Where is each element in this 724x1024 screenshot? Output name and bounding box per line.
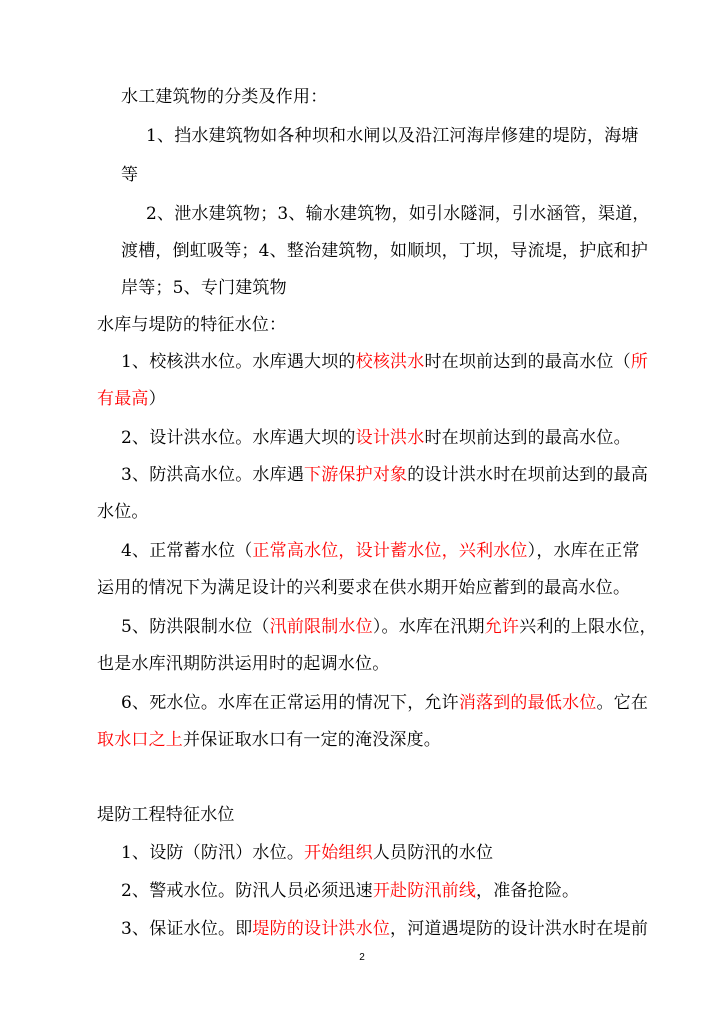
text-run: 人员防汛的水位: [372, 843, 494, 863]
paragraph-line: 等: [121, 165, 139, 185]
list-item-line: [121, 918, 648, 940]
page-number: 2: [359, 952, 365, 963]
list-item-line: [97, 729, 441, 751]
paragraph-line: 渡槽，倒虹吸等；4、整治建筑物，如顺坝，丁坝，导流堤，护底和护: [121, 241, 649, 261]
text-run: 4、正常蓄水位（: [121, 541, 253, 561]
list-item-line: 水位。: [97, 502, 149, 522]
list-item-line: [97, 388, 166, 410]
highlighted-term: 所: [630, 352, 649, 372]
section-heading-classification: 水工建筑物的分类及作用：: [121, 87, 328, 107]
list-item-line: 运用的情况下为满足设计的兴利要求在供水期开始应蓄到的最高水位。: [97, 578, 631, 598]
text-run: ），水库在正常: [527, 541, 640, 561]
paragraph-line: 2、泄水建筑物；3、输水建筑物，如引水隧洞，引水涵管，渠道，: [146, 204, 650, 224]
list-item-line: [121, 464, 648, 486]
highlighted-term: 下游保护对象: [304, 465, 408, 485]
section-heading-reservoir-levels: 水库与堤防的特征水位：: [97, 315, 287, 335]
list-item-line: 也是水库汛期防洪运用时的起调水位。: [97, 654, 390, 674]
text-run: 1、设防（防汛）水位。: [121, 843, 305, 863]
text-run: 3、保证水位。即: [121, 919, 253, 939]
section-heading-levee-levels: 堤防工程特征水位: [97, 805, 235, 825]
highlighted-term: 校核洪水: [355, 352, 425, 372]
text-run: ）: [148, 389, 166, 409]
highlighted-term: 消落到的最低水位: [458, 693, 597, 713]
list-item-line: [121, 692, 648, 714]
text-run: 兴利的上限水位，: [519, 617, 657, 637]
highlighted-term: 允许: [484, 617, 520, 637]
list-item-line: [121, 616, 657, 638]
text-run: 2、警戒水位。防汛人员必须迅速: [121, 881, 373, 901]
text-run: 5、防洪限制水位（: [121, 617, 270, 637]
text-run: 3、防洪高水位。水库遇: [121, 465, 305, 485]
highlighted-term: 堤防的设计洪水位: [252, 919, 391, 939]
list-item-line: [121, 880, 579, 902]
highlighted-term: 汛前限制水位: [269, 617, 373, 637]
paragraph-line: 岸等；5、专门建筑物: [121, 278, 287, 298]
text-run: 1、校核洪水位。水库遇大坝的: [121, 352, 356, 372]
text-run: 2、设计洪水位。水库遇大坝的: [121, 428, 356, 448]
text-run: 6、死水位。水库在正常运用的情况下，允许: [121, 693, 459, 713]
list-item-line: [121, 842, 493, 864]
text-run: 。它在: [596, 693, 649, 713]
list-item-line: [121, 540, 640, 562]
text-run: ，河道遇堤防的设计洪水时在堤前: [390, 919, 649, 939]
text-run: 时在坝前达到的最高水位（: [424, 352, 631, 372]
highlighted-term: 设计洪水: [355, 428, 425, 448]
text-run: 时在坝前达到的最高水位。: [424, 428, 631, 448]
text-run: 并保证取水口有一定的淹没深度。: [183, 730, 441, 750]
text-run: 的设计洪水时在坝前达到的最高: [407, 465, 649, 485]
highlighted-term: 正常高水位，设计蓄水位，兴利水位: [252, 541, 528, 561]
text-run: ，准备抢险。: [476, 881, 580, 901]
highlighted-term: 开赴防汛前线: [372, 881, 477, 901]
highlighted-term: 取水口之上: [97, 730, 183, 750]
highlighted-term: 开始组织: [304, 843, 373, 863]
list-item-line: [121, 351, 648, 373]
list-item-line: [121, 427, 631, 449]
highlighted-term: 有最高: [97, 389, 149, 409]
paragraph-line: 1、挡水建筑物如各种坝和水闸以及沿江河海岸修建的堤防，海塘: [146, 126, 639, 146]
text-run: ）。水库在汛期: [372, 617, 485, 637]
